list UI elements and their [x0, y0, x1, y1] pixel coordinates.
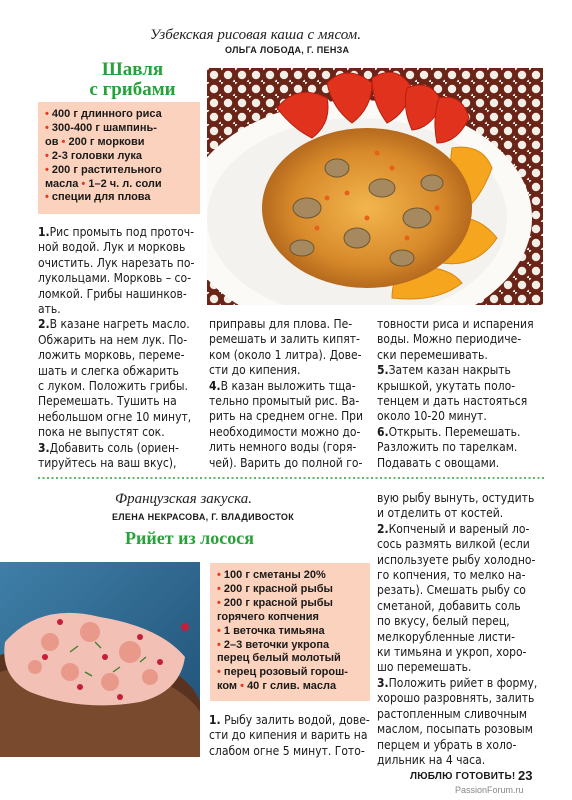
- ingredient-item: • специи для плова: [45, 191, 151, 204]
- recipe1-author: ОЛЬГА ЛОБОДА, Г. ПЕНЗА: [225, 45, 350, 55]
- recipe2-column-right: [377, 491, 537, 768]
- step-line: тенцем и дать настояться: [377, 394, 528, 409]
- step-line: ски перемешивать.: [377, 347, 488, 362]
- step-line: 6.Открыть. Перемешать.: [377, 424, 521, 439]
- ingredient-item: масла • 1–2 ч. л. соли: [45, 177, 162, 190]
- bullet-icon: •: [217, 569, 221, 581]
- step-line: лукольцами. Морковь – со-: [38, 271, 191, 286]
- step-line: крышкой, укутать поло-: [377, 378, 516, 393]
- ingredient-item: • 400 г длинного риса: [45, 108, 162, 120]
- recipe1-column1: [38, 225, 194, 472]
- step-line: ломкой. Грибы нашинков-: [38, 286, 187, 301]
- page-number: 23: [518, 768, 533, 783]
- recipe1-title: [70, 60, 195, 100]
- magazine-name: ЛЮБЛЮ ГОТОВИТЬ!: [410, 771, 516, 782]
- recipe1-column2: [209, 317, 363, 471]
- step-line: 2.Копченый и вареный ло-: [377, 521, 530, 536]
- step-line: хорошо разровнять, залить: [377, 691, 535, 706]
- ingredient-item: перец белый молотый: [217, 652, 341, 665]
- ingredient-item: • 100 г сметаны 20%: [217, 569, 326, 581]
- bullet-icon: •: [45, 191, 49, 204]
- recipe2-author: ЕЛЕНА НЕКРАСОВА, Г. ВЛАДИВОСТОК: [112, 512, 295, 522]
- step-line: около 10-20 минут.: [377, 409, 487, 424]
- step-line: и отделить от костей.: [377, 506, 504, 521]
- step-line: ки тимьяна и укроп, хоро-: [377, 645, 527, 660]
- section-divider: [38, 475, 544, 481]
- bullet-icon: •: [45, 108, 49, 120]
- bullet-icon: •: [217, 666, 221, 679]
- ingredient-item: ком • 40 г слив. масла: [217, 680, 337, 693]
- ingredient-item: • 200 г красной рыбы: [217, 596, 333, 609]
- bullet-icon: •: [217, 596, 221, 609]
- bullet-icon: •: [45, 149, 49, 162]
- step-line: товности риса и испарения: [377, 317, 534, 331]
- bullet-icon: •: [217, 638, 221, 651]
- step-line: необходимости можно до-: [209, 424, 361, 439]
- step-line: 3.Добавить соль (ориен-: [38, 440, 179, 455]
- step-line: маслом, посыпать розовым: [377, 722, 533, 737]
- step-line: сось размять вилкой (если: [377, 537, 530, 552]
- ingredient-item: • 200 г красной рыбы: [217, 582, 333, 595]
- step-line: ать.: [38, 302, 61, 317]
- step-line: 1.Рис промыть под проточ-: [38, 225, 195, 239]
- step-line: 2.В казане нагреть масло.: [38, 317, 190, 332]
- step-line: 3.Положить рийет в форму,: [377, 675, 538, 690]
- step-line: используете рыбу холодно-: [377, 552, 536, 567]
- recipe1-subtitle: Узбекская рисовая каша с мясом.: [150, 27, 361, 43]
- step-line: ной водой. Лук и морковь: [38, 240, 186, 255]
- recipe2-column-mid: [209, 713, 370, 759]
- step-line: слабом огне 5 минут. Гото-: [209, 743, 365, 758]
- step-line: 1. Рыбу залить водой, дове-: [209, 713, 370, 727]
- recipe1-title-line1: Шавля: [101, 59, 164, 80]
- step-line: шо перемешать.: [377, 660, 472, 675]
- recipe2-title: Рийет из лосося: [125, 528, 254, 548]
- step-line: ремешать и залить кипят-: [209, 332, 360, 347]
- ingredient-item: • 1 веточка тимьяна: [217, 624, 325, 637]
- step-line: резать). Смешать рыбу со: [377, 583, 526, 598]
- step-line: пока не выпустят сок.: [38, 425, 165, 440]
- ingredient-item: • 2–3 веточки укропа: [217, 638, 330, 651]
- ingredient-item: горячего копчения: [217, 610, 319, 623]
- step-line: по вкусу, белый перец,: [377, 614, 510, 629]
- recipe1-ingredients: [38, 102, 200, 214]
- step-line: сти до кипения.: [209, 363, 301, 378]
- ingredient-item: • 2-3 головки лука: [45, 149, 142, 162]
- recipe1-column3: [377, 317, 534, 471]
- step-line: вую рыбу вынуть, остудить: [377, 491, 535, 505]
- step-line: 4.В казан выложить тща-: [209, 378, 356, 393]
- step-line: с луком. Положить грибы.: [38, 379, 188, 394]
- step-line: приправы для плова. Пе-: [209, 317, 353, 331]
- step-line: 5.Затем казан накрыть: [377, 363, 511, 378]
- step-line: Обжарить на нем лук. По-: [38, 332, 188, 347]
- step-line: небольшом огне 10 минут,: [38, 409, 192, 424]
- recipe1-title-line2: с грибами: [89, 79, 176, 100]
- step-line: сметаной, добавить соль: [377, 598, 521, 613]
- step-line: Перемешать. Тушить на: [38, 394, 177, 409]
- step-line: мелкорубленные листи-: [377, 629, 516, 644]
- ingredient-item: • 200 г растительного: [45, 163, 162, 176]
- step-line: тельно промытый рис. Ва-: [209, 394, 360, 409]
- recipe2-subtitle: Французская закуска.: [115, 491, 253, 507]
- ingredient-item: ов • 200 г моркови: [45, 135, 145, 148]
- step-line: тируйтесь на ваш вкус),: [38, 456, 177, 471]
- step-line: чей). Варить до полной го-: [209, 455, 363, 470]
- step-line: дильник на 4 часа.: [377, 752, 486, 767]
- step-line: рить на среднем огне. При: [209, 409, 364, 424]
- step-line: растопленным сливочным: [377, 706, 528, 721]
- step-line: шать и слегка обжарить: [38, 363, 179, 378]
- recipe2-ingredients: [210, 563, 370, 701]
- bullet-icon: •: [240, 680, 244, 693]
- ingredient-item: • 300-400 г шампинь-: [45, 121, 157, 134]
- watermark: PassionForum.ru: [455, 785, 524, 795]
- step-line: очистить. Лук нарезать по-: [38, 255, 195, 270]
- rillettes-photo: [0, 562, 200, 757]
- step-line: перцем и убрать в холо-: [377, 737, 517, 752]
- step-line: ложить морковь, переме-: [38, 348, 185, 363]
- bullet-icon: •: [217, 624, 221, 637]
- step-line: сти до кипения и варить на: [209, 728, 368, 743]
- step-line: Подавать с овощами.: [377, 455, 500, 470]
- step-line: лить немного воды (горя-: [209, 440, 357, 455]
- step-line: ком (около 1 литра). Дове-: [209, 347, 362, 362]
- shavlya-photo: [207, 68, 543, 305]
- step-line: Разложить по тарелкам.: [377, 440, 518, 455]
- bullet-icon: •: [217, 582, 221, 595]
- bullet-icon: •: [45, 121, 49, 134]
- step-line: воды. Можно периодиче-: [377, 332, 522, 347]
- bullet-icon: •: [61, 135, 66, 148]
- ingredient-item: • перец розовый горош-: [217, 666, 348, 679]
- bullet-icon: •: [45, 163, 49, 176]
- bullet-icon: •: [81, 177, 86, 190]
- step-line: го копчения, то мелко на-: [377, 568, 526, 583]
